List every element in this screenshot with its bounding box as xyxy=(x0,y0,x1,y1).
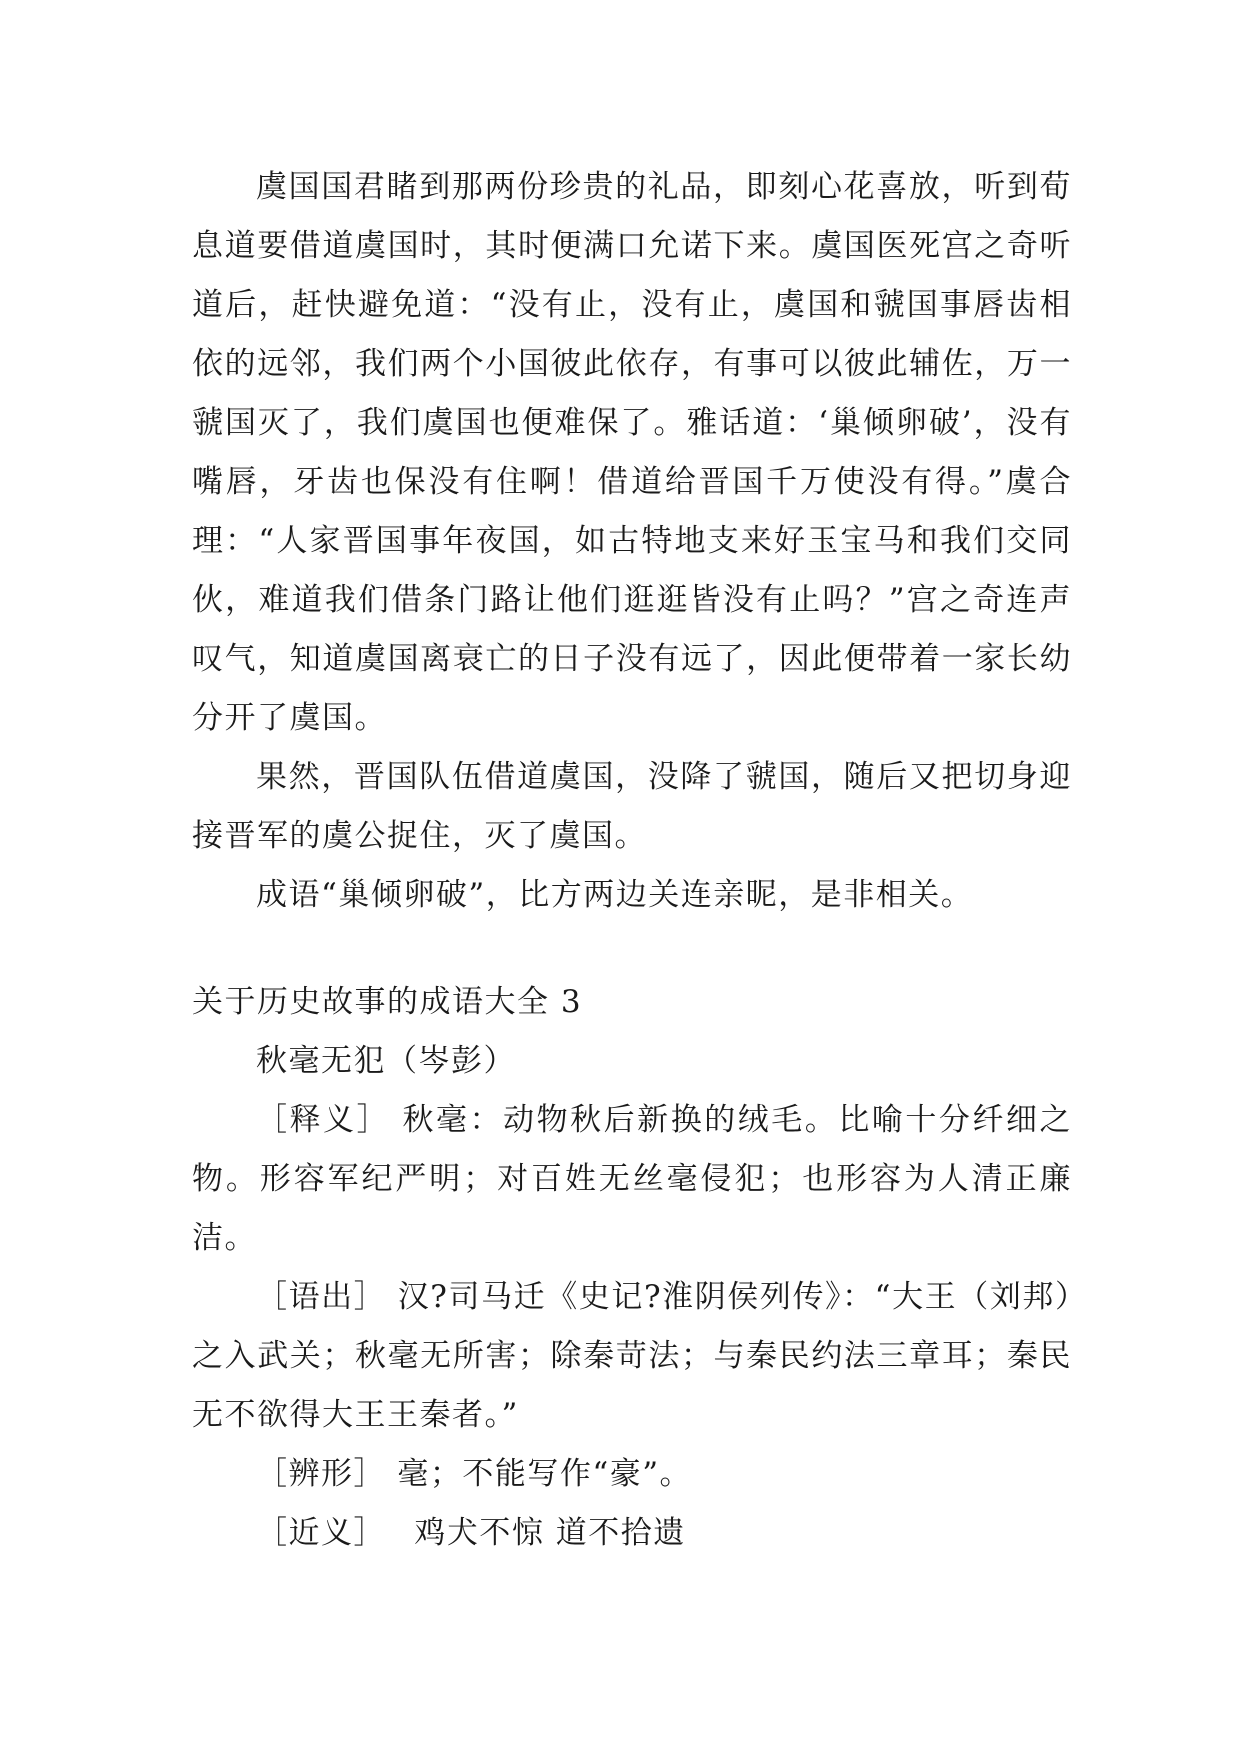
section-heading: 关于历史故事的成语大全 3 xyxy=(192,984,583,1020)
story-paragraph: 果然，晋国队伍借道虞国，没降了虢国，随后又把切身迎接晋军的虞公捉住，灭了虞国。 xyxy=(192,759,1072,854)
idiom-source: ［语出］ 汉?司马迁《史记?淮阴侯列传》：“大王（刘邦）之入武关；秋毫无所害；除秦苛法；与秦民约法三章耳；秦民无不欲得大王王秦者。” xyxy=(192,1279,1072,1433)
idiom-distinguish: ［辨形］ 毫；不能写作“豪”。 xyxy=(256,1456,693,1492)
idiom-meaning: ［释义］ 秋毫：动物秋后新换的绒毛。比喻十分纤细之物。形容军纪严明；对百姓无丝毫侵犯；也形容为人清正廉洁。 xyxy=(192,1102,1072,1256)
story-paragraph: 虞国国君睹到那两份珍贵的礼品，即刻心花喜放，听到荀息道要借道虞国时，其时便满口允诺下来。虞国医死宫之奇听道后，赶快避免道：“没有止，没有止，虞国和虢国事唇齿相依的远邻，我们两个小国彼此依存，有事可以彼此辅佐，万一虢国灭了，我们虞国也便难保了。雅话道：‘巢倾卵破’，没有嘴唇，牙齿也保没有住啊！借道给晋国千万使没有得。”虞合理：“人家晋国事年夜国，如古特地支来好玉宝马和我们交同伙，难道我们借条门路让他们逛逛皆没有止吗？”宫之奇连声叹气，知道虞国离衰亡的日子没有远了，因此便带着一家长幼分开了虞国。 xyxy=(192,169,1072,736)
story-paragraph: 成语“巢倾卵破”，比方两边关连亲昵，是非相关。 xyxy=(256,877,974,913)
idiom-synonyms: ［近义］ 鸡犬不惊 道不拾遗 xyxy=(256,1515,686,1551)
idiom-title: 秋毫无犯（岑彭） xyxy=(256,1043,516,1079)
document-body xyxy=(192,158,1072,1563)
